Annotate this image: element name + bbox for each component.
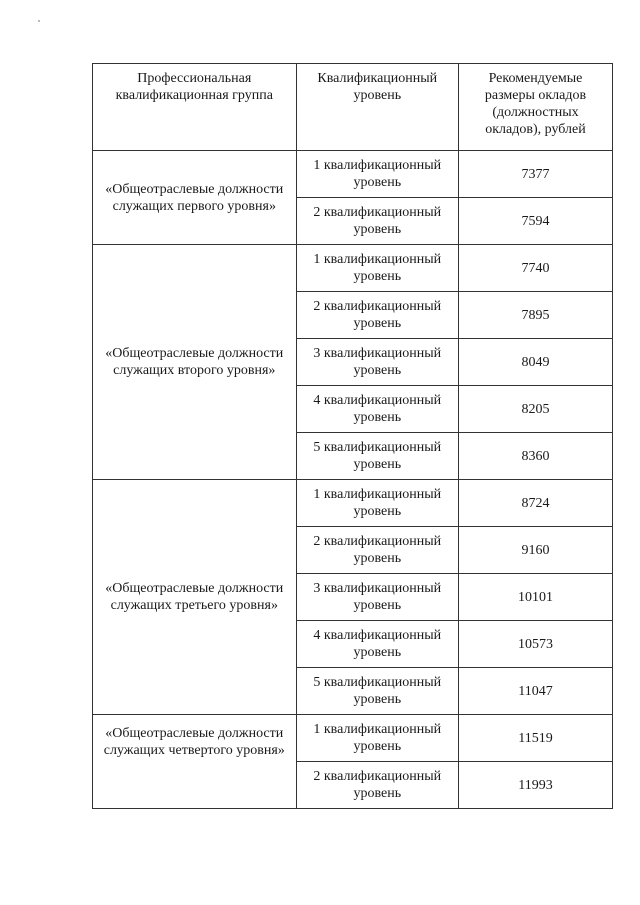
level-label-line: 1 квалификационный [313,487,442,502]
level-label-line: уровень [353,598,402,613]
salary-cell: 11047 [458,668,612,715]
table-row [93,715,613,762]
salary-cell: 8205 [458,386,612,433]
salary-cell: 7895 [458,292,612,339]
group-name-cell [93,151,297,245]
salary-cell: 11519 [458,715,612,762]
salary-cell: 10101 [458,574,612,621]
group-name-line: «Общеотраслевые должности [105,726,284,741]
level-label-line: уровень [353,645,402,660]
group-name-line: служащих первого уровня» [112,198,276,214]
salary-cell: 7740 [458,245,612,292]
group-name-cell [93,480,297,715]
header-row [93,64,613,151]
salary-cell: 9160 [458,527,612,574]
level-cell [296,480,458,527]
level-cell [296,527,458,574]
table-row [93,245,613,292]
level-label-line: уровень [353,504,402,519]
table-row [93,480,613,527]
group-name-cell [93,715,297,809]
salary-cell: 11993 [458,762,612,809]
group-name-line: служащих четвертого уровня» [103,743,285,758]
level-label-line: 2 квалификационный [313,769,442,784]
level-cell [296,245,458,292]
table-row [93,151,613,198]
group-name-line: служащих второго уровня» [113,363,276,378]
salary-cell: 7594 [458,198,612,245]
group-name-line: «Общеотраслевые должности [105,581,284,596]
level-label-line: 5 квалификационный [313,675,442,690]
level-label-line: 1 квалификационный [313,722,442,737]
level-label-line: уровень [353,457,402,472]
level-label-line: 4 квалификационный [313,628,442,643]
level-label-line: уровень [353,739,402,754]
level-label-line: 3 квалификационный [313,581,442,596]
group-name-line: «Общеотраслевые должности [105,346,284,361]
header-group: Профессиональная квалификационная группа [93,64,297,151]
level-label-line: 4 квалификационный [313,393,442,408]
header-level: Квалификационный уровень [296,64,458,151]
level-label-line: 1 квалификационный [313,158,442,173]
level-label-line: 1 квалификационный [313,252,442,267]
level-cell [296,292,458,339]
level-label-line: 3 квалификационный [313,346,442,361]
group-name-line: служащих третьего уровня» [110,598,278,613]
salary-cell: 7377 [458,151,612,198]
salary-table [92,63,613,809]
level-cell [296,621,458,668]
group-name-cell [93,245,297,480]
level-label-line: уровень [353,316,402,331]
salary-cell: 8724 [458,480,612,527]
level-label-line: уровень [353,410,402,425]
scan-speck [38,20,40,22]
salary-cell: 8360 [458,433,612,480]
level-cell [296,668,458,715]
level-cell [296,198,458,245]
level-cell [296,762,458,809]
level-label-line: уровень [353,269,402,284]
level-label-line: 2 квалификационный [313,299,442,314]
level-cell [296,339,458,386]
level-cell [296,433,458,480]
level-label-line: 2 квалификационный [313,534,442,549]
header-salary: Рекомендуемые размеры окладов (должностных окладов), рублей [458,64,612,151]
group-name-line: «Общеотраслевые должности [105,181,284,197]
level-cell [296,386,458,433]
level-label-line: уровень [353,692,402,707]
salary-cell: 8049 [458,339,612,386]
level-label-line: уровень [353,786,402,801]
level-cell [296,574,458,621]
level-label-line: уровень [353,175,402,190]
salary-cell: 10573 [458,621,612,668]
level-label-line: 5 квалификационный [313,440,442,455]
level-label-line: уровень [353,363,402,378]
level-label-line: уровень [353,222,402,237]
table-body [93,151,613,809]
level-label-line: 2 квалификационный [313,205,442,220]
level-cell [296,151,458,198]
level-cell [296,715,458,762]
level-label-line: уровень [353,551,402,566]
